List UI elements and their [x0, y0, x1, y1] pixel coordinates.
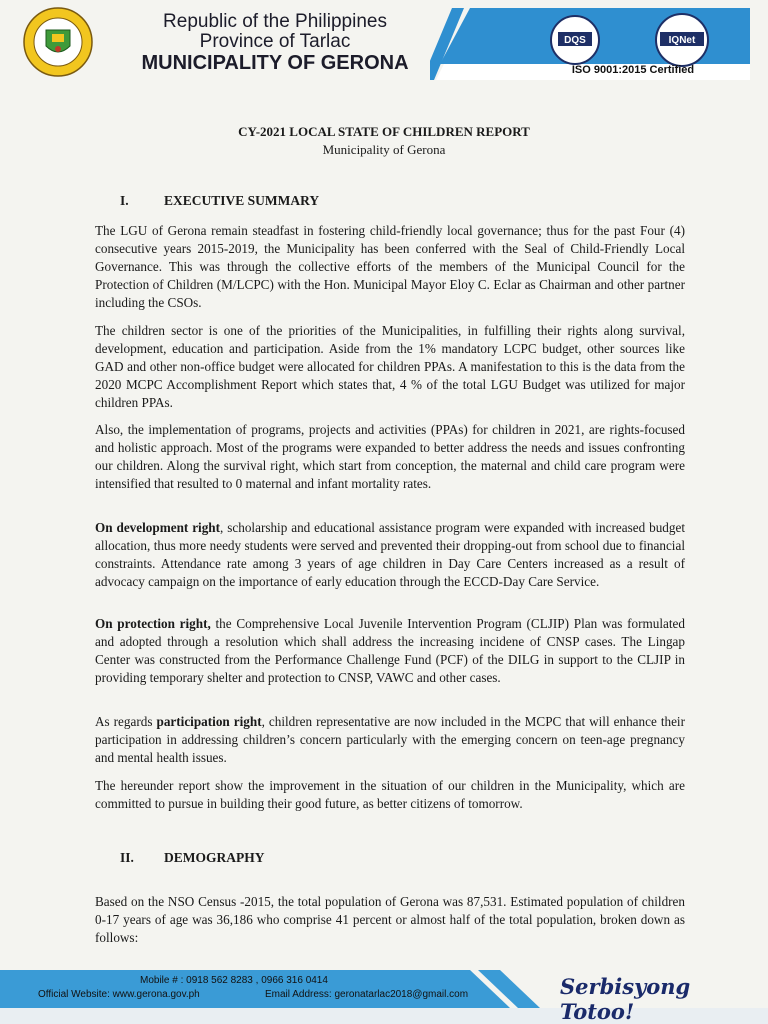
province-line: Province of Tarlac: [199, 31, 351, 52]
svg-text:DQS: DQS: [564, 35, 586, 46]
paragraph-development-right: On development right, scholarship and educational assistance program were expanded with increased budget allocation, thus more needy students were served and prevented their dropping-out from school due to financial constraints. Attendance rate among 3 years of age children in Day Care Centers increased as a result of advocacy campaign on the importance of early education through the ECCD-Day Care Service.: [95, 520, 685, 589]
paragraph-protection-right: On protection right, the Comprehensive Local Juvenile Intervention Program (CLJIP) Plan was formulated and adopted through a resolution which shall address the increasing incidene of CNSP cases. The Lingap Center was constructed from the Performance Challenge Fund (PCF) of the DILG in support to the CLJIP in providing temporary shelter and protection to CNSP, VAWC and other cases.: [95, 616, 685, 685]
footer-website: Official Website: www.gerona.gov.ph: [38, 989, 200, 1000]
paragraph-7: The hereunder report show the improvement in the situation of our children in the Municipality, which are committed to pursue in building their good future, as better citizens of tomorrow.: [95, 778, 685, 811]
section-heading-demography: [120, 850, 265, 866]
participation-right-lead: participation right: [156, 714, 262, 729]
section-title: DEMOGRAPHY: [164, 850, 265, 865]
paragraph-2: The children sector is one of the priorities of the Municipalities, in fulfilling their rights along survival, development, education and participation. Aside from the 1% mandatory LCPC budget, other sources like GAD and other non-office budget were allocated for children PPAs. A manifestation to this is the data from the 2020 MCPC Accomplishment Report which states that, 4 % of the total LGU Budget was utilized for major children PPAs.: [95, 323, 685, 410]
iqnet-logo-icon: [656, 14, 708, 66]
footer-email: Email Address: geronatarlac2018@gmail.com: [265, 989, 469, 1000]
footer-mobile: Mobile # : 0918 562 8283 , 0966 316 0414: [140, 975, 328, 986]
section-title: EXECUTIVE SUMMARY: [164, 193, 320, 208]
paragraph-participation-right: As regards participation right, children representative are now included in the MCPC that will enhance their participation in addressing children’s concern particularly with the emerging concern on teen-age pregnancy and mental health issues.: [95, 714, 685, 765]
dqs-logo-icon: [551, 16, 599, 64]
report-subtitle: Municipality of Gerona: [322, 142, 446, 157]
protection-right-lead: On protection right,: [95, 616, 211, 631]
republic-line: Republic of the Philippines: [163, 11, 387, 32]
iso-certification: ISO 9001:2015 Certified: [571, 64, 695, 76]
municipality-line: MUNICIPALITY OF GERONA: [141, 52, 409, 74]
paragraph-3: Also, the implementation of programs, projects and activities (PPAs) for children in 2021, are rights-focused and holistic approach. Most of the programs were expanded to better address the needs and issues confronting our children. Along the survival right, which start from conception, the maternal and child care program were intensified that resulted to 0 maternal and infant mortality rates.: [95, 422, 685, 491]
footer-slogan: Serbisyong Totoo!: [560, 974, 691, 1024]
svg-text:IQNet: IQNet: [668, 35, 696, 46]
paragraph-1: The LGU of Gerona remain steadfast in fostering child-friendly local governance; thus for the past Four (4) consecutive years 2015-2019, the Municipality has been conferred with the Seal of Child-Friendly Local Governance. This was through the collective efforts of the members of the Municipal Council for the Protection of Children (M/LCPC) with the Hon. Municipal Mayor Eloy C. Eclar as Chairman and other partner including the CSOs.: [95, 223, 685, 310]
section-number: I.: [120, 193, 129, 208]
letterhead: [0, 0, 768, 92]
paragraph-demography: Based on the NSO Census -2015, the total population of Gerona was 87,531. Estimated population of children 0-17 years of age was 36,186 who comprise 41 percent or almost half of the total population, broken down as follows:: [95, 894, 685, 945]
section-number: II.: [120, 850, 134, 865]
municipal-seal-icon: [14, 6, 102, 78]
section-heading-executive-summary: [120, 193, 319, 209]
letterhead-title: [110, 12, 440, 74]
report-title: CY-2021 LOCAL STATE OF CHILDREN REPORT: [238, 124, 530, 139]
development-right-lead: On development right: [95, 520, 221, 535]
